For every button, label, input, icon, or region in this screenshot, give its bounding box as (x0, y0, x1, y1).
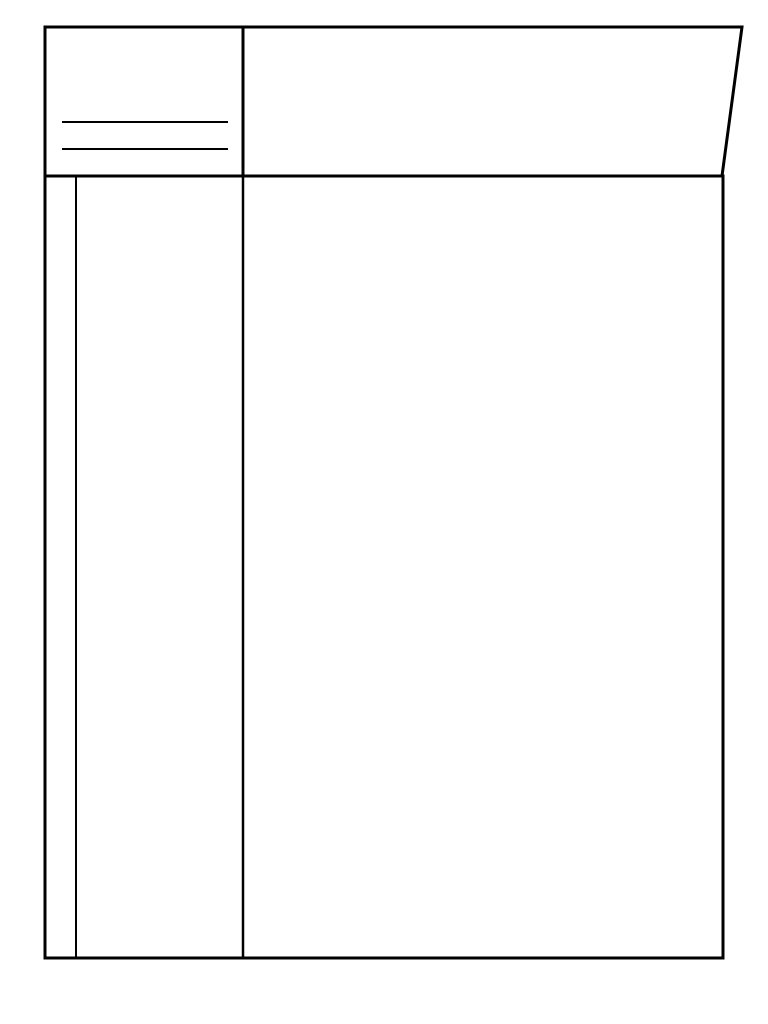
grid-border (45, 176, 723, 958)
header-border (45, 27, 742, 176)
grade-grid (45, 176, 723, 958)
header-area (45, 27, 742, 176)
